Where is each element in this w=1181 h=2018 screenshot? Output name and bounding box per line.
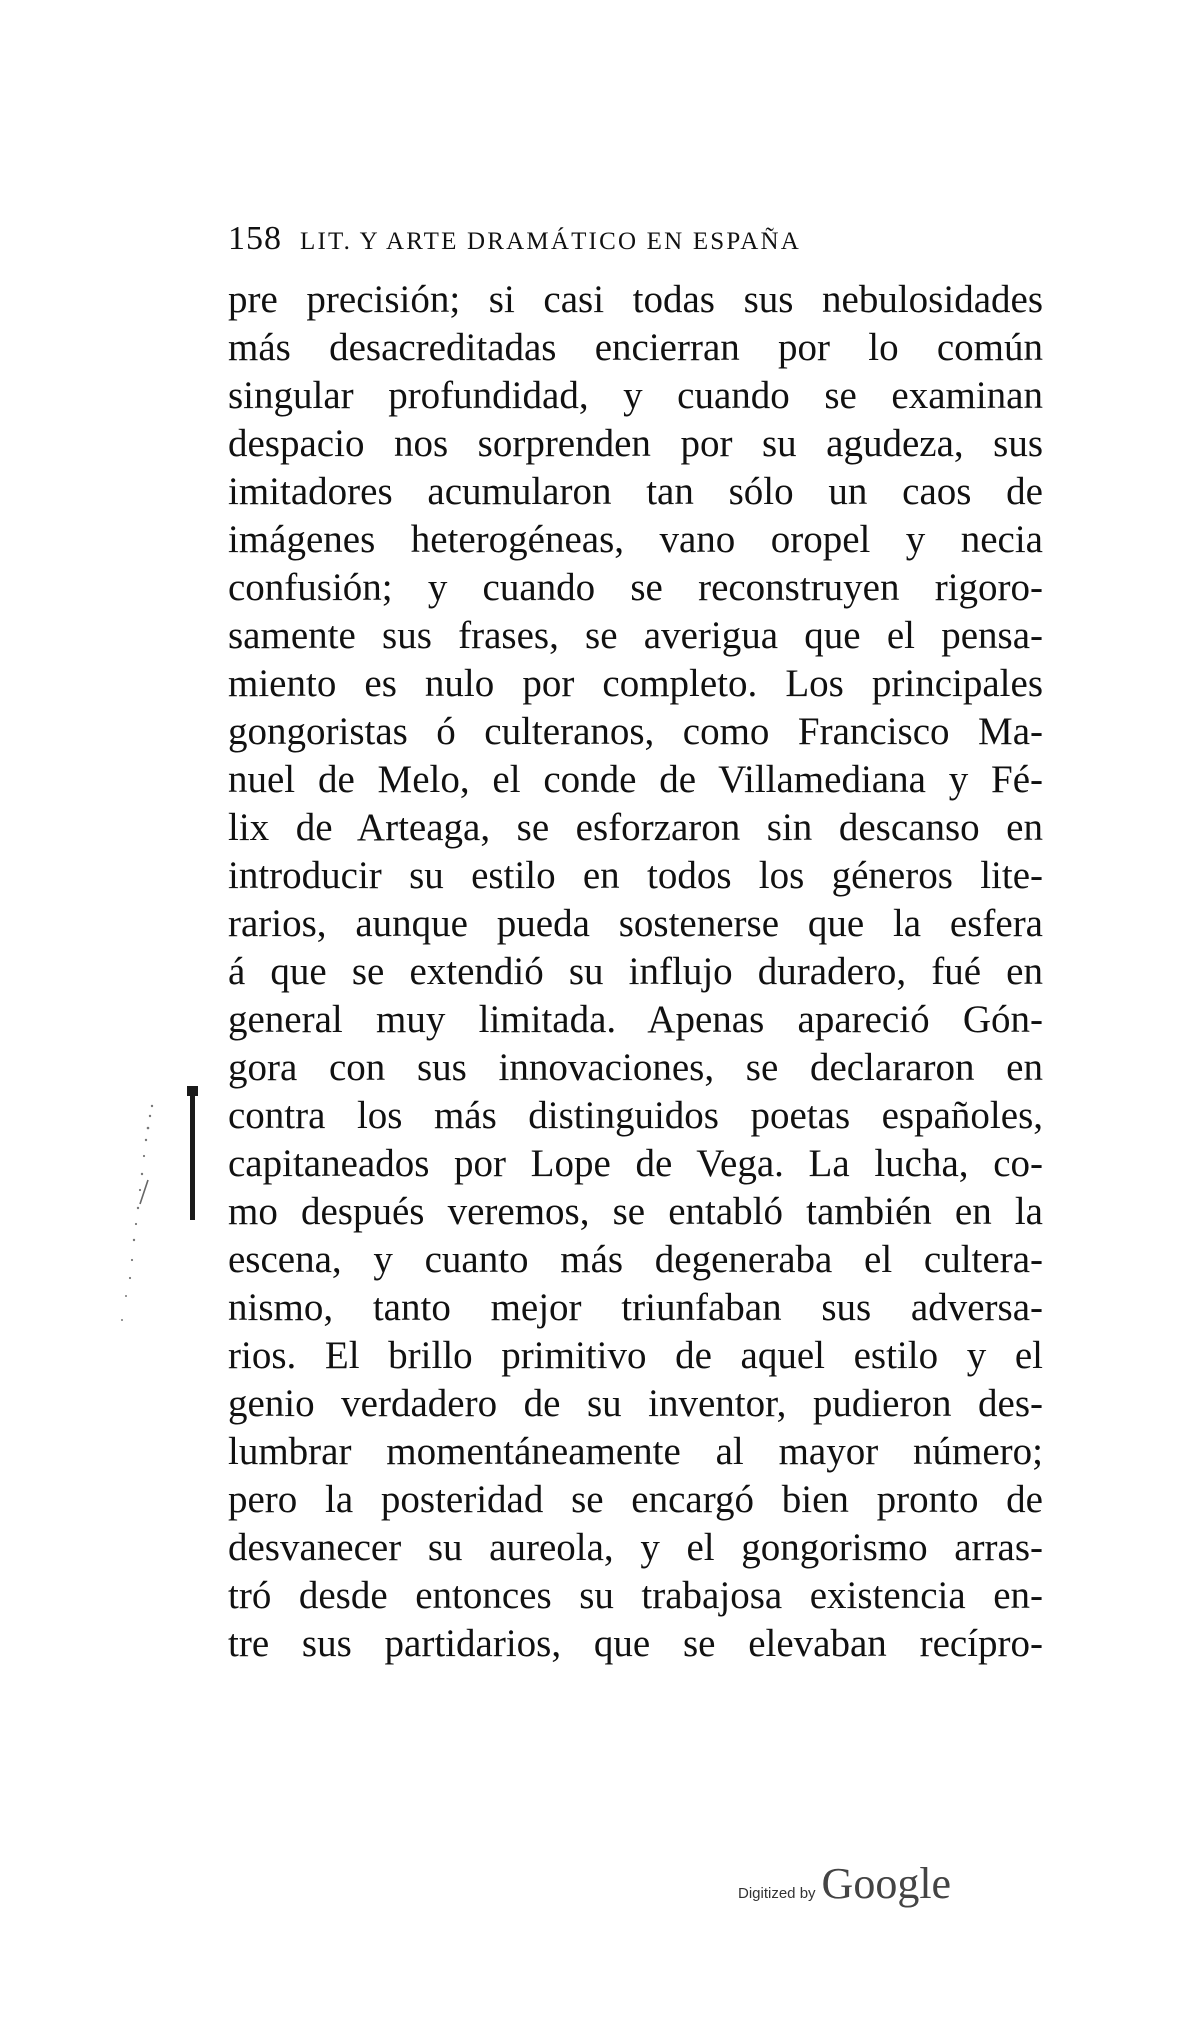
text-line: rarios, aunque pueda sostenerse que la esfera — [228, 902, 1043, 945]
text-line: singular profundidad, y cuando se examinan — [228, 374, 1043, 417]
body-text — [228, 276, 1043, 1668]
digitized-by-google-watermark — [738, 1858, 998, 1918]
text-line: tró desde entonces su trabajosa existencia en- — [228, 1574, 1043, 1617]
text-line: pre precisión; si casi todas sus nebulosidades — [228, 278, 1043, 321]
text-line: miento es nulo por completo. Los principales — [228, 662, 1043, 705]
text-line: escena, y cuanto más degeneraba el cultera- — [228, 1238, 1043, 1281]
margin-mark-bar — [190, 1090, 195, 1220]
text-line: samente sus frases, se averigua que el pensa- — [228, 614, 1043, 657]
pencil-marginalia — [100, 1100, 160, 1400]
text-line: desvanecer su aureola, y el gongorismo arras- — [228, 1526, 1043, 1569]
digitized-label: Digitized by — [738, 1885, 816, 1902]
google-logo: Google — [821, 1859, 952, 1908]
text-line: tre sus partidarios, que se elevaban recípro- — [228, 1622, 1043, 1665]
text-line: capitaneados por Lope de Vega. La lucha, co- — [228, 1142, 1043, 1185]
running-title: LIT. Y ARTE DRAMÁTICO EN ESPAÑA — [300, 228, 801, 255]
running-head — [228, 220, 1048, 260]
text-line: nuel de Melo, el conde de Villamediana y Fé- — [228, 758, 1043, 801]
text-line: general muy limitada. Apenas apareció Gón- — [228, 998, 1043, 1041]
text-line: mo después veremos, se entabló también en la — [228, 1190, 1043, 1233]
text-line: lix de Arteaga, se esforzaron sin descanso en — [228, 806, 1043, 849]
text-line: imitadores acumularon tan sólo un caos de — [228, 470, 1043, 513]
text-line: gora con sus innovaciones, se declararon en — [228, 1046, 1043, 1089]
page-number: 158 — [228, 220, 282, 257]
text-line: gongoristas ó culteranos, como Francisco Ma- — [228, 710, 1043, 753]
text-line: nismo, tanto mejor triunfaban sus adversa- — [228, 1286, 1043, 1329]
text-line: lumbrar momentáneamente al mayor número; — [228, 1430, 1043, 1473]
text-line: contra los más distinguidos poetas españoles, — [228, 1094, 1043, 1137]
text-line: confusión; y cuando se reconstruyen rigoro- — [228, 566, 1043, 609]
text-line: á que se extendió su influjo duradero, fué en — [228, 950, 1043, 993]
text-line: despacio nos sorprenden por su agudeza, sus — [228, 422, 1043, 465]
text-line: más desacreditadas encierran por lo común — [228, 326, 1043, 369]
text-line: genio verdadero de su inventor, pudieron des- — [228, 1382, 1043, 1425]
text-line: pero la posteridad se encargó bien pronto de — [228, 1478, 1043, 1521]
text-line: imágenes heterogéneas, vano oropel y necia — [228, 518, 1043, 561]
text-line: introducir su estilo en todos los géneros lite- — [228, 854, 1043, 897]
text-line: rios. El brillo primitivo de aquel estilo y el — [228, 1334, 1043, 1377]
